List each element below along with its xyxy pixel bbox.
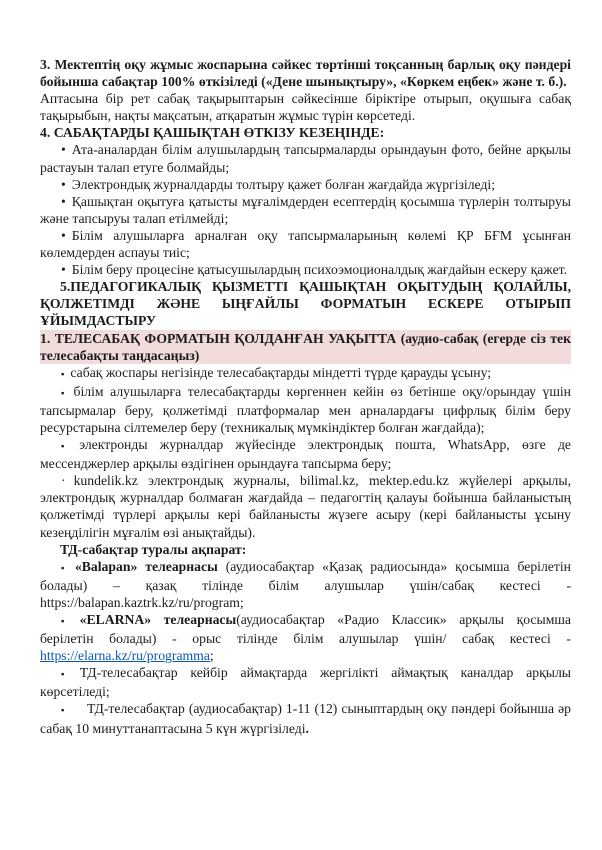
bullet-tasks-after-tv-text-0: білім алушыларға телесабақтарды көргеннен кейін өз бетінше оқу/орындау үшін тапсырмалар беру, қолжетімді платформалар мен арналардағы цифрлық білім беру ресурстарына сілтемелер беру (техникалық мүмкіндіктер болған жағдайда);: [40, 383, 571, 435]
bullet-td-schedule: [40, 700, 571, 736]
bullet-td-schedule-text-0: ТД-телесабақтар (аудиосабақтар) 1-11 (12) сыныптардың оқу пәндері бойынша әр сабақ 10 минуттанаптасына 5 күн жүргізіледі: [40, 701, 571, 736]
heading-telesabak-highlighted: [40, 330, 571, 364]
bullet-parents-proof-text-0: Ата-аналардан білім алушылардың тапсырмаларды орындауын фото, бейне арқылы растауын талап етуге болмайды;: [40, 142, 571, 175]
bullet-no-extra-reports: [40, 193, 571, 227]
bullet-regional-channels: [40, 664, 571, 700]
heading-point4: [40, 124, 571, 141]
bullet-parents-proof: [40, 141, 571, 175]
bullet-elarna-text-0: «ELARNA» телеарнасы: [79, 612, 237, 627]
bullet-task-volume-text-0: Білім алушыларға арналған оқу тапсырмаларының көлемі ҚР БҒМ ұсынған көлемдерден аспауы тиіс;: [40, 227, 571, 261]
heading-point4-text-0: 4. САБАҚТАРДЫ ҚАШЫҚТАН ӨТКІЗУ КЕЗЕҢІНДЕ:: [40, 125, 385, 141]
round-bullet-icon: •: [61, 193, 66, 209]
bullet-elarna: [40, 611, 571, 664]
heading-point5: [40, 278, 571, 329]
bullet-no-extra-reports-text-0: Қашықтан оқытуға қатысты мұғалімдерден есептердің қосымша түрлерін толтыруы және тапсыруы талап етілмейді;: [40, 193, 571, 226]
document-body: [40, 56, 571, 737]
square-bullet-icon: ▪: [61, 368, 65, 380]
bullet-lesson-plan-text-0: сабақ жоспары негізінде телесабақтарды міндетті түрде қарауды ұсыну;: [70, 364, 492, 380]
bullet-balapan-text-0: «Balapan» телеарнасы: [74, 558, 226, 574]
bullet-elarna-text-3: ;: [209, 648, 214, 664]
bullet-balapan-text-1: (аудиосабақтар «Қазақ радиосында» қосымша берілетін болады) – қазақ тілінде білім алушылар үшін/сабақ кестесі - https://balapan.kaztrk.kz/ru/program;: [40, 558, 571, 610]
bullet-elarna-link[interactable]: https://elarna.kz/ru/programma: [40, 648, 210, 664]
bullet-balapan: [40, 558, 571, 611]
bullet-regional-channels-text-0: ТД-телесабақтар кейбір аймақтарда жергілікті аймақтық каналдар арқылы көрсетіледі;: [40, 665, 571, 700]
bullet-messengers-text-0: электронды журналдар жүйесінде электрондық пошта, WhatsApp, өзге де мессенджерлер арқылы өздігінен орындауға тапсырма беру;: [40, 437, 571, 472]
bullet-task-volume: [40, 227, 571, 261]
square-bullet-icon: ▪: [61, 441, 74, 453]
round-bullet-icon: •: [61, 227, 66, 243]
square-bullet-icon: ▪: [61, 616, 74, 627]
round-bullet-icon: •: [61, 262, 66, 278]
round-bullet-icon: •: [61, 142, 66, 158]
bullet-kundelik-text-0: kundelik.kz электрондық журналы, bilimal.kz, mektep.edu.kz жүйелері арқылы, электрондық журналдар болмаған жағдайда – педагогтің қалауы бойынша байланыстың қолжетімді түрлері арқылы кері байланысты жүзеге асыру (кері байланысты ұсыну кезеңділігін мұғалім өзі анықтайды).: [40, 473, 571, 540]
heading-td-info: [40, 541, 571, 558]
bullet-td-schedule-text-1: .: [305, 720, 309, 736]
bullet-tasks-after-tv: [40, 383, 571, 436]
dot-bullet-icon: ·: [61, 473, 66, 489]
bullet-ejournal-text-0: Электрондық журналдарды толтыру қажет болған жағдайда жүргізіледі;: [71, 176, 496, 192]
para-weekly-topics-text-0: Аптасына бір рет сабақ тақырыптарын сәйкесінше біріктіре отырып, оқушыға сабақ тақырыбын, нақты мақсатын, атқаратын жұмыс түрін көрсетеді.: [40, 91, 571, 124]
heading-telesabak-highlighted-text-0: 1. ТЕЛЕСАБАҚ ФОРМАТЫН ҚОЛДАНҒАН УАҚЫТТА (аудио-сабақ (егерде сіз тек телесабақты таңдасаңыз): [40, 330, 571, 363]
bullet-ejournal: [40, 176, 571, 193]
bullet-psychoemotional-text-0: Білім беру процесіне қатысушылардың психоэмоционалдық жағдайын ескеру қажет.: [71, 262, 568, 278]
bullet-psychoemotional: [40, 261, 571, 278]
square-bullet-icon: ▪: [61, 387, 68, 399]
para-point3: [40, 56, 571, 90]
square-bullet-icon: ▪: [61, 562, 69, 574]
bullet-lesson-plan: [40, 364, 571, 383]
square-bullet-icon: ▪: [61, 705, 66, 717]
bullet-messengers: [40, 436, 571, 472]
bullet-elarna-text-1: (аудиосабақтар «Радио Классик» арқылы қосымша берілетін болады) - орыс тілінде білім алушылар үшін/ сабақ кестесі -: [40, 612, 571, 647]
round-bullet-icon: •: [61, 176, 66, 192]
bullet-kundelik: [40, 472, 571, 540]
para-weekly-topics: [40, 90, 571, 124]
heading-point5-text-0: 5.ПЕДАГОГИКАЛЫҚ ҚЫЗМЕТТІ ҚАШЫҚТАН ОҚЫТУДЫҢ ҚОЛАЙЛЫ, ҚОЛЖЕТІМДІ ЖӘНЕ ЫҢҒАЙЛЫ ФОРМАТЫН ЕСКЕРЕ ОТЫРЫП ҰЙЫМДАСТЫРУ: [40, 279, 571, 329]
para-point3-text-0: 3. Мектептің оқу жұмыс жоспарына сәйкес төртінші тоқсанның барлық оқу пәндері бойынша сабақтар 100% өткізіледі («Дене шынықтыру», «Көркем еңбек» және т. б.).: [40, 57, 571, 90]
square-bullet-icon: ▪: [61, 669, 74, 681]
heading-td-info-text-0: ТД-сабақтар туралы ақпарат:: [60, 541, 247, 557]
